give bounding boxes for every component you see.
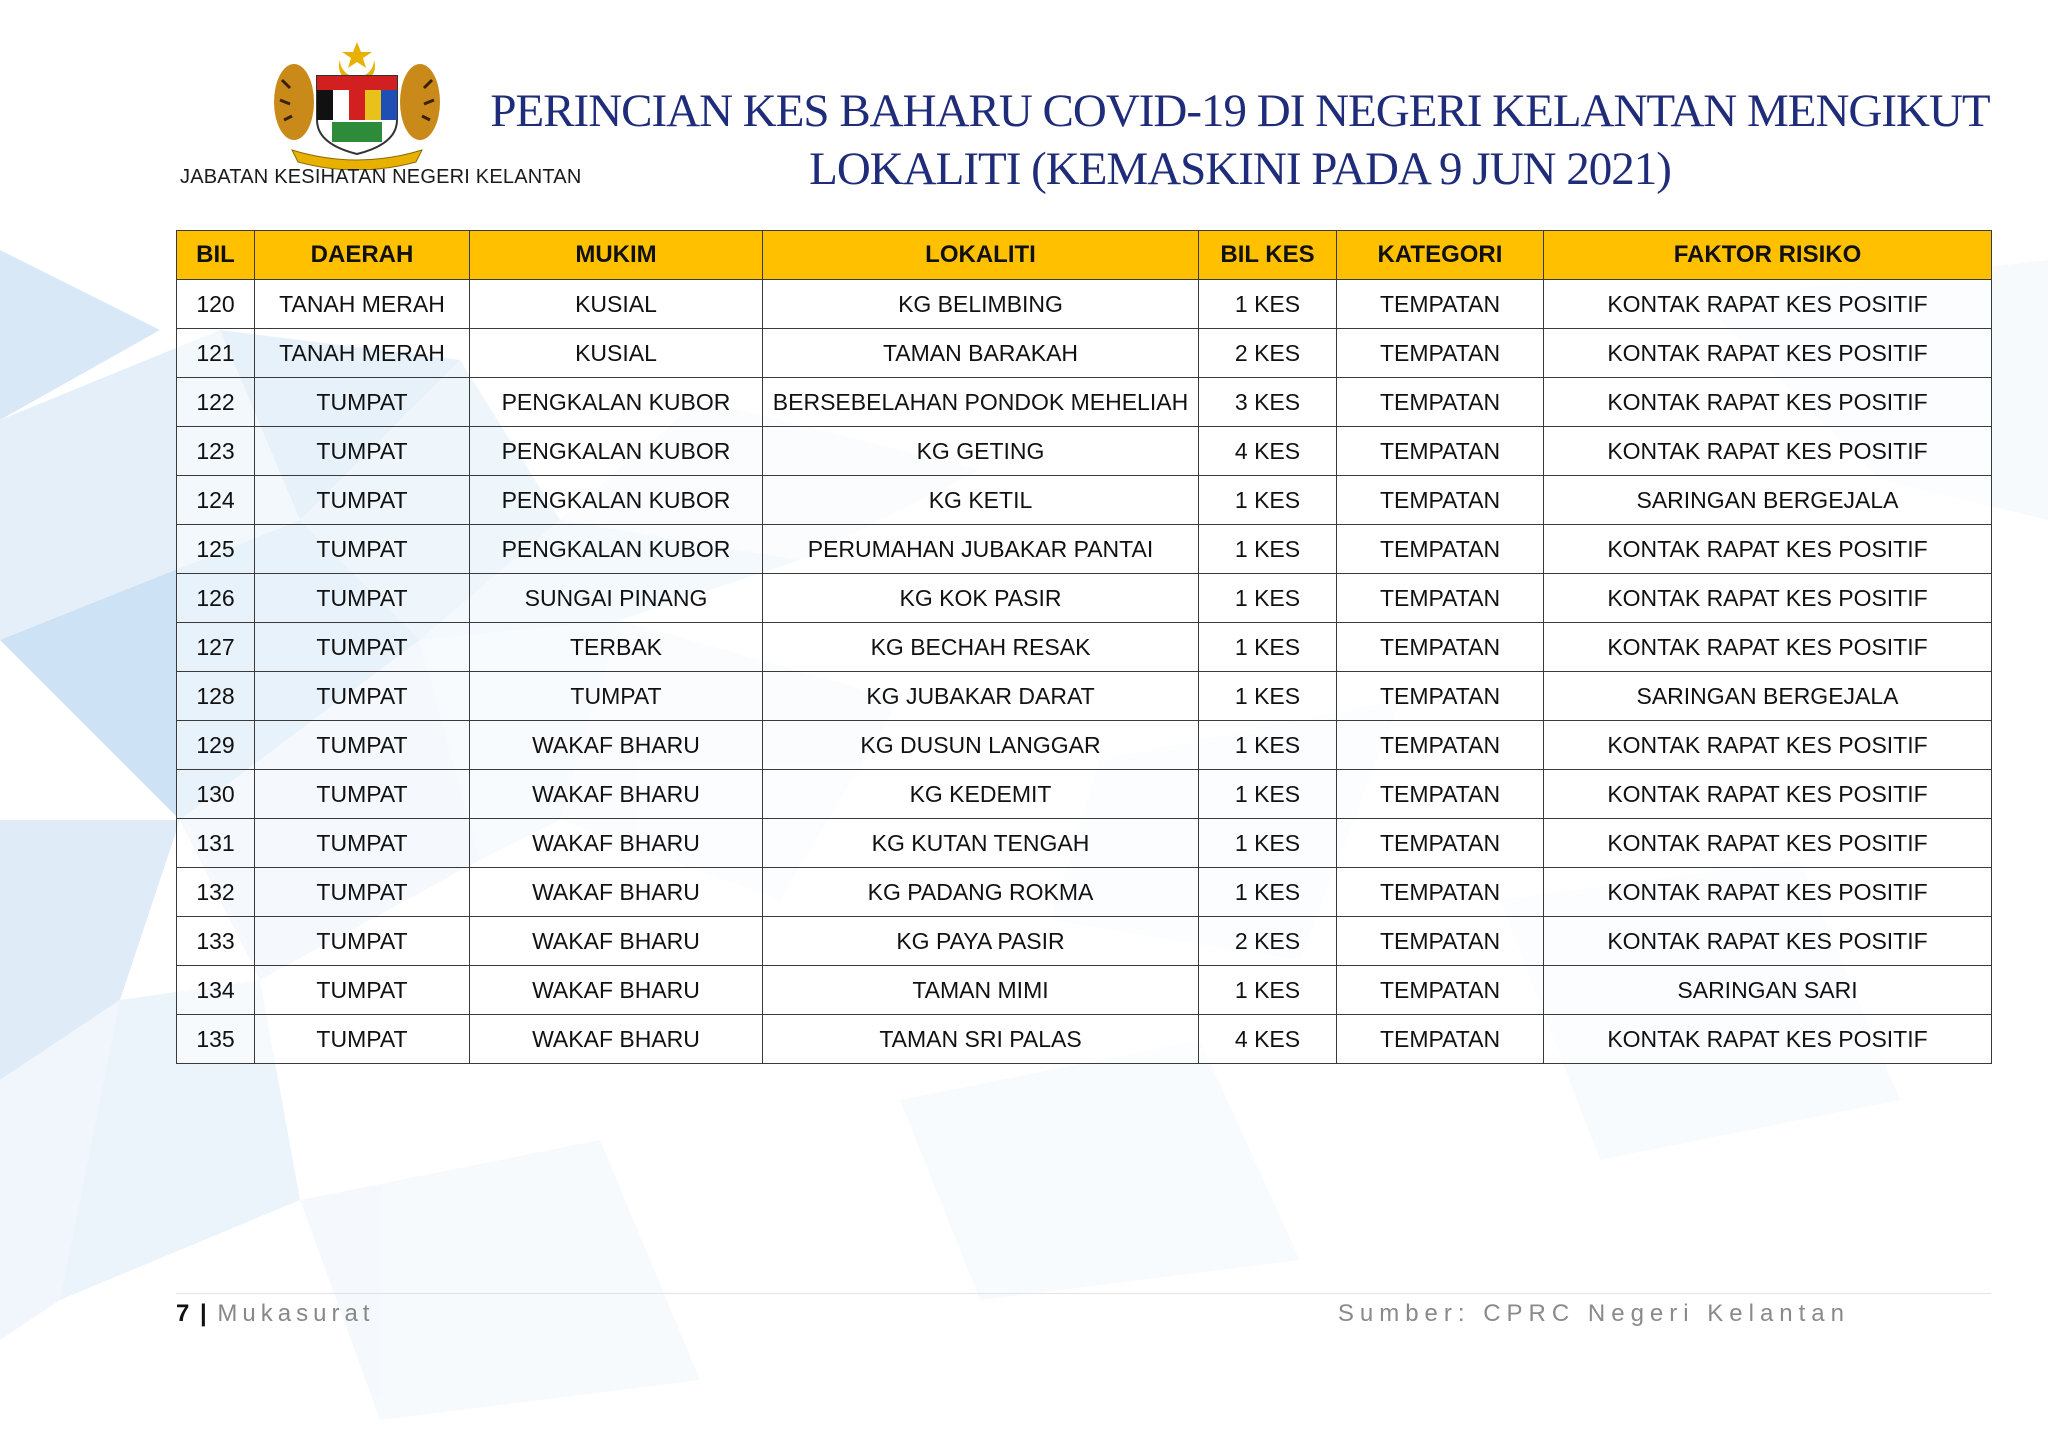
header-faktor-risiko: FAKTOR RISIKO	[1544, 231, 1992, 280]
cell-bil-kes: 1 KES	[1199, 280, 1337, 329]
cell-kategori: TEMPATAN	[1337, 525, 1544, 574]
table-row	[177, 280, 1992, 329]
cell-faktor-risiko: KONTAK RAPAT KES POSITIF	[1544, 917, 1992, 966]
cell-mukim: PENGKALAN KUBOR	[470, 476, 763, 525]
cell-daerah: TUMPAT	[255, 378, 470, 427]
cell-kategori: TEMPATAN	[1337, 868, 1544, 917]
cell-lokaliti: KG PAYA PASIR	[763, 917, 1199, 966]
cell-bil: 128	[177, 672, 255, 721]
cell-bil: 124	[177, 476, 255, 525]
table-row	[177, 525, 1992, 574]
cell-daerah: TANAH MERAH	[255, 280, 470, 329]
cell-lokaliti: KG KEDEMIT	[763, 770, 1199, 819]
cell-lokaliti: PERUMAHAN JUBAKAR PANTAI	[763, 525, 1199, 574]
cell-mukim: WAKAF BHARU	[470, 966, 763, 1015]
cell-bil-kes: 1 KES	[1199, 525, 1337, 574]
table-row	[177, 966, 1992, 1015]
table-row	[177, 476, 1992, 525]
table-row	[177, 819, 1992, 868]
cell-mukim: WAKAF BHARU	[470, 819, 763, 868]
header-lokaliti: LOKALITI	[763, 231, 1199, 280]
table-row	[177, 917, 1992, 966]
header-mukim: MUKIM	[470, 231, 763, 280]
cell-mukim: KUSIAL	[470, 329, 763, 378]
cell-faktor-risiko: KONTAK RAPAT KES POSITIF	[1544, 1015, 1992, 1064]
cell-bil-kes: 2 KES	[1199, 329, 1337, 378]
cell-bil: 123	[177, 427, 255, 476]
header-kategori: KATEGORI	[1337, 231, 1544, 280]
title-line-2: LOKALITI (KEMASKINI PADA 9 JUN 2021)	[809, 143, 1671, 195]
cell-bil: 125	[177, 525, 255, 574]
cell-faktor-risiko: KONTAK RAPAT KES POSITIF	[1544, 819, 1992, 868]
cell-mukim: PENGKALAN KUBOR	[470, 378, 763, 427]
cell-bil-kes: 1 KES	[1199, 672, 1337, 721]
cell-kategori: TEMPATAN	[1337, 672, 1544, 721]
cell-mukim: KUSIAL	[470, 280, 763, 329]
cell-lokaliti: KG DUSUN LANGGAR	[763, 721, 1199, 770]
cell-faktor-risiko: SARINGAN SARI	[1544, 966, 1992, 1015]
cell-faktor-risiko: KONTAK RAPAT KES POSITIF	[1544, 329, 1992, 378]
cell-mukim: PENGKALAN KUBOR	[470, 525, 763, 574]
cell-daerah: TUMPAT	[255, 427, 470, 476]
table-row	[177, 574, 1992, 623]
cell-bil: 126	[177, 574, 255, 623]
cell-mukim: PENGKALAN KUBOR	[470, 427, 763, 476]
cell-faktor-risiko: SARINGAN BERGEJALA	[1544, 672, 1992, 721]
cell-faktor-risiko: KONTAK RAPAT KES POSITIF	[1544, 574, 1992, 623]
page-footer: 7 | Mukasurat	[176, 1300, 375, 1327]
cell-daerah: TUMPAT	[255, 1015, 470, 1064]
cell-bil: 121	[177, 329, 255, 378]
cell-bil: 129	[177, 721, 255, 770]
cell-kategori: TEMPATAN	[1337, 623, 1544, 672]
header-bil-kes: BIL KES	[1199, 231, 1337, 280]
header-daerah: DAERAH	[255, 231, 470, 280]
logo	[262, 40, 452, 170]
cell-bil: 133	[177, 917, 255, 966]
cell-kategori: TEMPATAN	[1337, 427, 1544, 476]
cell-bil: 131	[177, 819, 255, 868]
cell-faktor-risiko: KONTAK RAPAT KES POSITIF	[1544, 525, 1992, 574]
cell-lokaliti: KG BECHAH RESAK	[763, 623, 1199, 672]
cell-bil-kes: 4 KES	[1199, 1015, 1337, 1064]
cell-faktor-risiko: KONTAK RAPAT KES POSITIF	[1544, 868, 1992, 917]
cell-bil: 130	[177, 770, 255, 819]
cell-kategori: TEMPATAN	[1337, 378, 1544, 427]
cell-kategori: TEMPATAN	[1337, 1015, 1544, 1064]
cell-mukim: WAKAF BHARU	[470, 917, 763, 966]
cell-lokaliti: KG PADANG ROKMA	[763, 868, 1199, 917]
table-row	[177, 868, 1992, 917]
cell-mukim: WAKAF BHARU	[470, 1015, 763, 1064]
cell-daerah: TUMPAT	[255, 966, 470, 1015]
cell-lokaliti: TAMAN SRI PALAS	[763, 1015, 1199, 1064]
cell-daerah: TUMPAT	[255, 917, 470, 966]
cell-faktor-risiko: KONTAK RAPAT KES POSITIF	[1544, 721, 1992, 770]
cell-daerah: TUMPAT	[255, 623, 470, 672]
header-bil: BIL	[177, 231, 255, 280]
case-table	[176, 230, 1992, 1064]
page-number: 7	[176, 1300, 192, 1327]
cell-lokaliti: KG KETIL	[763, 476, 1199, 525]
cell-lokaliti: KG KUTAN TENGAH	[763, 819, 1199, 868]
cell-bil-kes: 1 KES	[1199, 623, 1337, 672]
cell-bil: 127	[177, 623, 255, 672]
cell-bil-kes: 1 KES	[1199, 819, 1337, 868]
cell-mukim: TERBAK	[470, 623, 763, 672]
cell-faktor-risiko: KONTAK RAPAT KES POSITIF	[1544, 427, 1992, 476]
cell-bil: 135	[177, 1015, 255, 1064]
title-line-1: PERINCIAN KES BAHARU COVID-19 DI NEGERI KELANTAN MENGIKUT	[490, 85, 1990, 137]
cell-daerah: TUMPAT	[255, 819, 470, 868]
cell-bil-kes: 1 KES	[1199, 966, 1337, 1015]
cell-bil: 132	[177, 868, 255, 917]
cell-daerah: TUMPAT	[255, 868, 470, 917]
cell-bil-kes: 2 KES	[1199, 917, 1337, 966]
cell-kategori: TEMPATAN	[1337, 770, 1544, 819]
cell-faktor-risiko: KONTAK RAPAT KES POSITIF	[1544, 280, 1992, 329]
table-body	[177, 280, 1992, 1064]
cell-bil: 122	[177, 378, 255, 427]
cell-bil-kes: 1 KES	[1199, 770, 1337, 819]
malaysia-coat-of-arms-icon	[262, 40, 452, 170]
table-row	[177, 427, 1992, 476]
cell-mukim: TUMPAT	[470, 672, 763, 721]
table-row	[177, 623, 1992, 672]
cell-bil-kes: 1 KES	[1199, 868, 1337, 917]
cell-daerah: TUMPAT	[255, 476, 470, 525]
cell-kategori: TEMPATAN	[1337, 917, 1544, 966]
cell-bil-kes: 1 KES	[1199, 721, 1337, 770]
cell-lokaliti: KG KOK PASIR	[763, 574, 1199, 623]
cell-bil: 120	[177, 280, 255, 329]
page-label: Mukasurat	[217, 1300, 375, 1327]
table-row	[177, 672, 1992, 721]
cell-lokaliti: KG BELIMBING	[763, 280, 1199, 329]
cell-bil-kes: 3 KES	[1199, 378, 1337, 427]
cell-daerah: TANAH MERAH	[255, 329, 470, 378]
cell-daerah: TUMPAT	[255, 525, 470, 574]
cell-daerah: TUMPAT	[255, 770, 470, 819]
table-row	[177, 329, 1992, 378]
cell-kategori: TEMPATAN	[1337, 476, 1544, 525]
cell-lokaliti: KG JUBAKAR DARAT	[763, 672, 1199, 721]
cell-bil-kes: 4 KES	[1199, 427, 1337, 476]
cell-faktor-risiko: SARINGAN BERGEJALA	[1544, 476, 1992, 525]
cell-mukim: WAKAF BHARU	[470, 770, 763, 819]
cell-mukim: WAKAF BHARU	[470, 868, 763, 917]
cell-kategori: TEMPATAN	[1337, 574, 1544, 623]
cell-bil-kes: 1 KES	[1199, 476, 1337, 525]
cell-daerah: TUMPAT	[255, 721, 470, 770]
cell-lokaliti: TAMAN MIMI	[763, 966, 1199, 1015]
cell-lokaliti: BERSEBELAHAN PONDOK MEHELIAH	[763, 378, 1199, 427]
page-title	[470, 82, 2010, 198]
cell-lokaliti: TAMAN BARAKAH	[763, 329, 1199, 378]
cell-mukim: SUNGAI PINANG	[470, 574, 763, 623]
table-row	[177, 378, 1992, 427]
cell-daerah: TUMPAT	[255, 574, 470, 623]
cell-faktor-risiko: KONTAK RAPAT KES POSITIF	[1544, 623, 1992, 672]
cell-daerah: TUMPAT	[255, 672, 470, 721]
footer-divider	[176, 1293, 1991, 1294]
cell-lokaliti: KG GETING	[763, 427, 1199, 476]
cell-kategori: TEMPATAN	[1337, 280, 1544, 329]
table-row	[177, 721, 1992, 770]
table-header-row	[177, 231, 1992, 280]
cell-faktor-risiko: KONTAK RAPAT KES POSITIF	[1544, 770, 1992, 819]
cell-faktor-risiko: KONTAK RAPAT KES POSITIF	[1544, 378, 1992, 427]
table-row	[177, 1015, 1992, 1064]
cell-bil-kes: 1 KES	[1199, 574, 1337, 623]
cell-kategori: TEMPATAN	[1337, 819, 1544, 868]
cell-kategori: TEMPATAN	[1337, 966, 1544, 1015]
source-credit: Sumber: CPRC Negeri Kelantan	[1337, 1300, 1850, 1327]
table-row	[177, 770, 1992, 819]
cell-mukim: WAKAF BHARU	[470, 721, 763, 770]
agency-name: JABATAN KESIHATAN NEGERI KELANTAN	[180, 166, 582, 188]
cell-kategori: TEMPATAN	[1337, 329, 1544, 378]
cell-kategori: TEMPATAN	[1337, 721, 1544, 770]
cell-bil: 134	[177, 966, 255, 1015]
